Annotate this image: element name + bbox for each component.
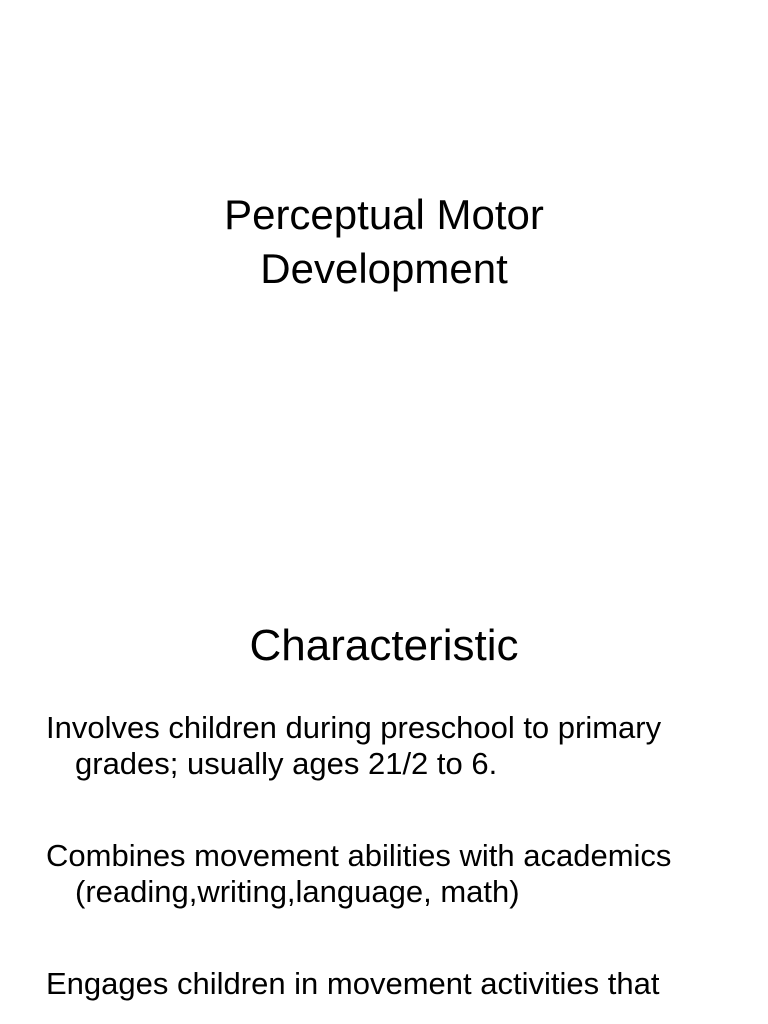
content-slide-title: Characteristic	[249, 621, 519, 670]
slide-title	[0, 188, 768, 296]
content-slide	[0, 576, 768, 1024]
bullet-item: Combines movement abilities with academics (reading,writing,language, math)	[46, 838, 672, 909]
bullet-item: Involves children during preschool to primary grades; usually ages 21/2 to 6.	[46, 710, 662, 781]
slide-title-line-1: Perceptual Motor	[224, 191, 544, 238]
bullet-item: Engages children in movement activities that	[46, 966, 660, 1001]
bullet-list	[46, 710, 746, 1024]
slide-title-line-2: Development	[260, 245, 508, 292]
